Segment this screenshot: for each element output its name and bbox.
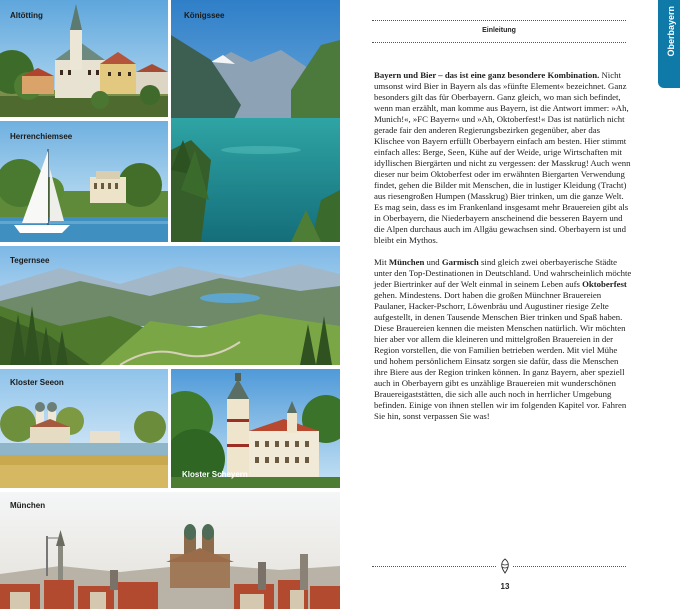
chapter-tab-label: Oberbayern (666, 6, 676, 57)
paragraph-2-text: Mit (374, 257, 389, 267)
caption-tegernsee: Tegernsee (10, 256, 50, 265)
photo-koenigssee (171, 0, 340, 242)
page-number: 13 (500, 582, 510, 591)
header-rule-bottom (372, 42, 626, 43)
header-rule-top (372, 20, 626, 21)
photo-muenchen (0, 492, 340, 609)
photo-tegernsee (0, 246, 340, 365)
caption-muenchen: München (10, 501, 46, 510)
paragraph-2 (374, 257, 632, 422)
paragraph-2-bold-oktoberfest: Oktoberfest (582, 279, 627, 289)
paragraph-2-text: und (424, 257, 442, 267)
hop-icon (496, 557, 514, 575)
caption-altoetting: Altötting (10, 11, 43, 20)
caption-koenigssee: Königssee (184, 11, 225, 20)
paragraph-2-text: sind gleich zwei oberbayerische Städte unter den Top-Destinationen in Deutschland. Und wahrscheinlich möchte jeder Biertrinker auf der Welt einmal in seinem Leben aufs (374, 257, 632, 289)
paragraph-2-bold-muenchen: München (388, 257, 425, 267)
paragraph-2-bold-garmisch: Garmisch (441, 257, 479, 267)
caption-kloster-scheyern: Kloster Scheyern (182, 470, 248, 479)
paragraph-2-text: gehen. Mindestens. Dort haben die großen Münchner Brauereien Paulaner, Hacker-Pschorr, Löwenbräu und Augustiner riesige Zelte aufgestellt, in denen Tausende Menschen Bier trinken und Spaß haben. Diese Brauereien kennen die meisten Menschen natürlich. Wir möchten hier aber vor allem die kleineren und mittelgroßen Brauereien in der Region vorstellen, die von Familien betrieben werden. Mit viel Mühe und hohem persönlichem Einsatz sorgen sie dafür, dass die Menschen ihre Biere aus der Region trinken können. In ganz Bayern, aber speziell auch in Oberbayern gibt es unzählige Brauereien mit wunderschönen Brauereigaststätten, die sich alle auch noch in herrlicher Umgebung befinden. Einige von ihnen stellen wir im folgenden Kapitel vor. Fahren Sie hin, sonst verpassen Sie was! (374, 290, 627, 421)
paragraph-1-lead: Bayern und Bier – das ist eine ganz besondere Kombination. (374, 70, 600, 80)
caption-herrenchiemsee: Herrenchiemsee (10, 132, 73, 141)
section-title: Einleitung (482, 27, 516, 34)
body-text (374, 70, 632, 433)
caption-kloster-seeon: Kloster Seeon (10, 378, 64, 387)
paragraph-1 (374, 70, 632, 246)
paragraph-1-body: Nicht umsonst wird Bier in Bayern als das »fünfte Element« bezeichnet. Ganz besonders gilt das für Oberbayern. Ganz gleich, wo man sich befindet, wenn man erzählt, man komme aus Bayern, ist die Antwort immer: »Ah, Munich!«, »FC Bayern« und »Ah, Oktoberfest!« Das ist natürlich nicht gerade fair den anderen Regierungsbezirken gegenüber, aber das Klischee von Bayern erfüllt Oberbayern einfach am besten. Hier stimmt einfach alles: Berge, Seen, Kühe auf der Weide, urige Wirtschaften mit idyllischen Biergärten und nicht zu vergessen: der Masskrug! Auch wenn dieser nur beim Oktoberfest oder im erwähnten Biergarten Verwendung findet, gehen die Bilder mit Menschen, die in lustiger Kleidung (Tracht) aus riesengroßen Humpen (Masskrug) Bier trinken, um die ganze Welt. Es mag sein, dass es im Frankenland insgesamt mehr Brauereien gibt als in Oberbayern, die Niederbayern anscheinend die besseren Bayern und die Alpen durchaus auch im Allgäu gewachsen sind. Oberbayern ist und bleibt ein Mythos. (374, 70, 631, 245)
